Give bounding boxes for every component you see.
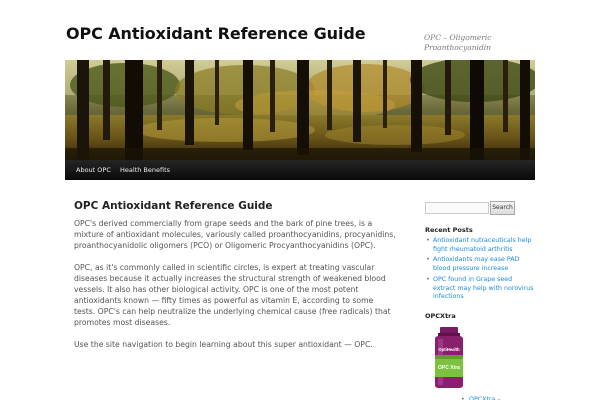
sidebar bbox=[425, 200, 535, 400]
entry-title: OPC Antioxidant Reference Guide bbox=[74, 200, 273, 212]
search-input[interactable] bbox=[425, 202, 489, 214]
product-brand-label: OptiHealth bbox=[438, 346, 460, 352]
product-name-label: OPC Xtra bbox=[438, 364, 460, 371]
list-item bbox=[425, 276, 535, 302]
entry-paragraph: OPC, as it's commonly called in scientific circles, is expert at treating vascular diseases because it actually increases the structural strength of weakened blood vessels. It also has other biological activity. OPC is one of the most potent antioxidants known — fifty times as powerful as vitamin E, according to some tests. OPC's can help neutralize the underlying chemical cause (free radicals) that promotes most diseases. bbox=[74, 263, 391, 327]
search-form bbox=[425, 200, 535, 216]
bullet-icon: • bbox=[426, 275, 430, 283]
main-navigation bbox=[65, 160, 535, 180]
recent-posts-list bbox=[425, 237, 535, 302]
site-description: OPC – Oligomeric Proanthocyanidin bbox=[424, 33, 492, 52]
entry-paragraph: Use the site navigation to begin learning about this super antioxidant — OPC. bbox=[74, 340, 373, 349]
site-title[interactable]: OPC Antioxidant Reference Guide bbox=[66, 24, 366, 43]
opcxtra-link[interactable]: OPCXtra – bbox=[469, 395, 501, 400]
recent-posts-title: Recent Posts bbox=[425, 226, 473, 234]
bullet-icon: • bbox=[461, 395, 465, 400]
recent-post-link[interactable]: Antioxidants may ease PAD blood pressure increase bbox=[433, 256, 520, 273]
header-forest-image[interactable] bbox=[65, 60, 535, 160]
recent-post-link[interactable]: Antioxidant nutraceuticals help fight rheumatoid arthritis bbox=[433, 237, 532, 253]
forest-illustration bbox=[65, 60, 535, 160]
opcxtra-product bbox=[425, 323, 535, 400]
product-bottle-image[interactable] bbox=[429, 325, 469, 389]
nav-item-health-benefits[interactable]: Health Benefits bbox=[120, 166, 171, 174]
entry-paragraph: OPC's derived commercially from grape seeds and the bark of pine trees, is a mixture of antioxidant molecules, variously called proanthocyanidins, procyanidins, proanthocyanidolic oligomers (PCO) or Oligomeric Procyanthocyanidins (OPC). bbox=[74, 219, 396, 250]
bullet-icon: • bbox=[426, 256, 430, 264]
main-content bbox=[74, 200, 396, 361]
list-item bbox=[425, 237, 535, 254]
list-item bbox=[425, 256, 535, 273]
opcxtra-widget-title: OPCXtra bbox=[425, 311, 456, 320]
bullet-icon: • bbox=[426, 237, 430, 244]
search-button[interactable]: Search bbox=[490, 201, 515, 215]
recent-post-link[interactable]: OPC found in Grape seed extract may help with norovirus infections bbox=[433, 275, 534, 301]
nav-item-about-opc[interactable]: About OPC bbox=[76, 166, 111, 174]
